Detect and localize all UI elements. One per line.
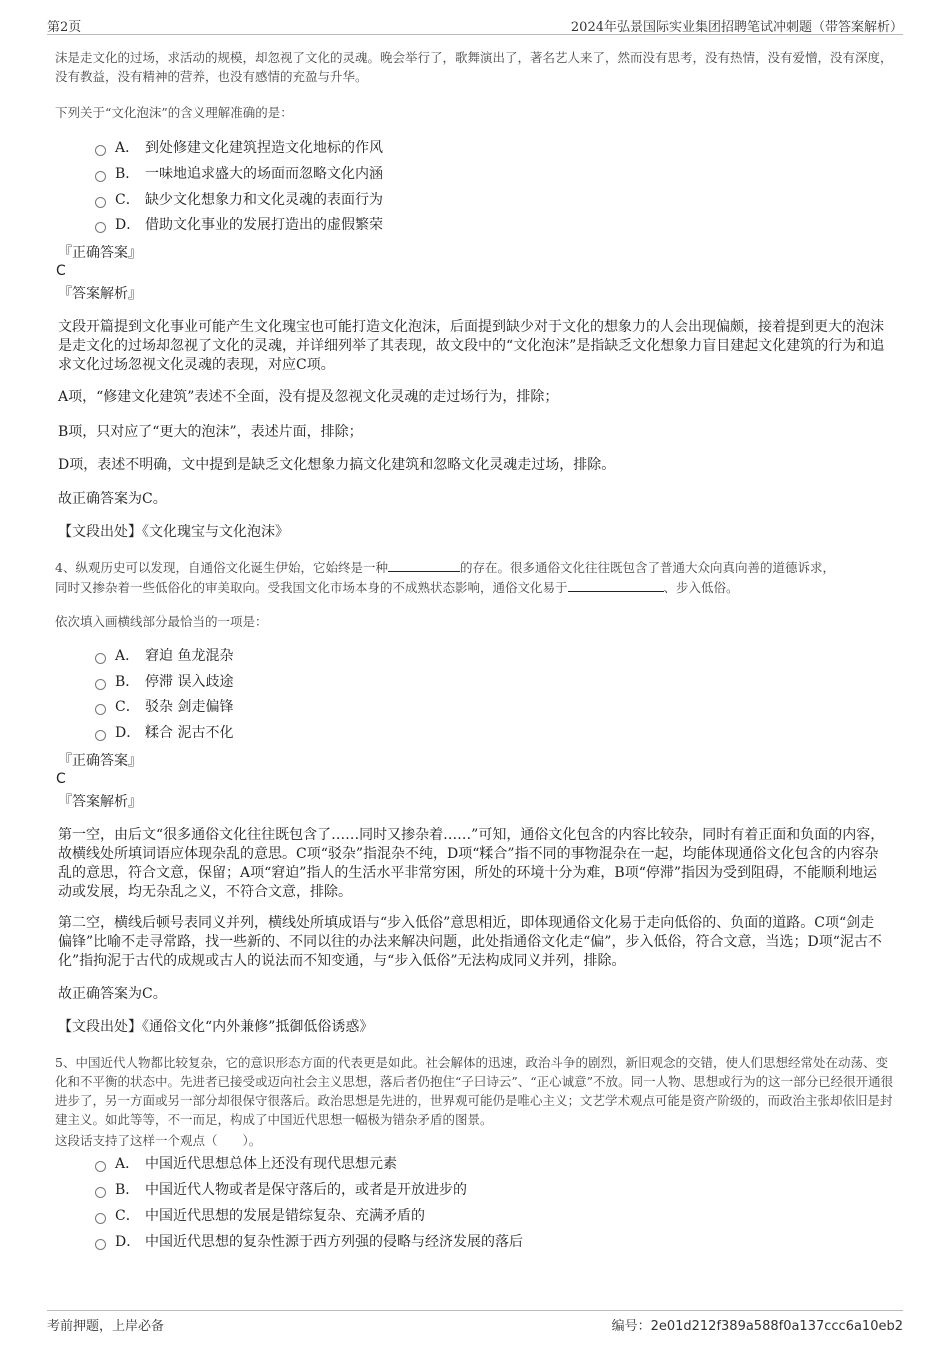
q4-blank-2 [568,578,664,592]
q4-option-d[interactable]: D． 糅合 泥古不化 [95,723,233,743]
radio-icon[interactable] [95,145,106,156]
radio-icon[interactable] [95,1161,106,1172]
q4-analysis-blank1: 第一空，由后文“很多通俗文化往往既包含了……同时又掺杂着……”可知，通俗文化包含的内容比较杂，同时有着正面和负面的内容，故横线处所填词语应体现杂乱的意思。C项“驳杂”指混杂不纯，D项“糅合”指不同的事物混杂在一起，均能体现通俗文化包含的内容杂乱的意思，符合文意，保留；A项“窘迫”指人的生活水平非常穷困，所处的环境十分为难，B项“停滞”指因为受到阻碍，不能顺利地运动或发展，均无杂乱之义，不符合文意，排除。 [58,827,885,900]
q4-conclusion: 故正确答案为C。 [58,986,167,1002]
q3-passage: 沫是走文化的过场，求活动的规模，却忽视了文化的灵魂。晚会举行了，歌舞演出了，著名艺人来了，然而没有思考，没有热情，没有爱憎，没有深度，没有教益，没有精神的营养，也没有感情的充盈与升华。 [55,50,893,84]
q3-source: 【文段出处】《文化瑰宝与文化泡沫》 [58,524,289,540]
q5-stem: 这段话支持了这样一个观点（ ）。 [55,1133,262,1148]
q3-analysis-b: B项，只对应了“更大的泡沫”，表述片面，排除； [58,424,363,440]
q5-option-b[interactable]: B． 中国近代人物或者是保守落后的，或者是开放进步的 [95,1180,467,1200]
footer-slogan: 考前押题，上岸必备 [47,1319,165,1334]
q4-option-c[interactable]: C． 驳杂 剑走偏锋 [95,697,233,717]
q3-analysis-a: A项，“修建文化建筑”表述不全面，没有提及忽视文化灵魂的走过场行为，排除； [58,389,559,405]
page-footer [47,1310,903,1333]
page-header [47,14,903,35]
q4-analysis-blank2: 第二空，横线后顿号表同义并列，横线处所填成语与“步入低俗”意思相近，即体现通俗文化易于走向低俗的、负面的道路。C项“剑走偏锋”比喻不走寻常路，找一些新的、不同以往的办法来解决问题，此处指通俗文化走“偏”，步入低俗，符合文意，当选；D项“泥古不化”指拘泥于古代的成规或古人的说法而不知变通，与“步入低俗”无法构成同义并列，排除。 [58,915,882,969]
q3-stem: 下列关于“文化泡沫”的含义理解准确的是： [55,105,293,120]
q4-answer-label: 『正确答案』 [58,753,142,769]
q5-option-d[interactable]: D． 中国近代思想的复杂性源于西方列强的侵略与经济发展的落后 [95,1232,523,1252]
q4-source: 【文段出处】《通俗文化“内外兼修”抵御低俗诱惑》 [58,1019,374,1035]
q3-option-b[interactable]: B． 一味地追求盛大的场面而忽略文化内涵 [95,164,383,184]
q5-option-a[interactable]: A． 中国近代思想总体上还没有现代思想元素 [95,1154,397,1174]
q4-blank-1 [388,558,460,572]
radio-icon[interactable] [95,1213,106,1224]
document-id-code: 2e01d212f389a588f0a137ccc6a10eb2 [650,1319,903,1334]
q4-passage-line2: 同时又掺杂着一些低俗化的审美取向。受我国文化市场本身的不成熟状态影响，通俗文化易于 、步入低俗。 [55,580,739,595]
radio-icon[interactable] [95,679,106,690]
page-number: 第2页 [47,20,82,35]
radio-icon[interactable] [95,1187,106,1198]
q5-option-c[interactable]: C． 中国近代思想的发展是错综复杂、充满矛盾的 [95,1206,425,1226]
q5-passage: 5、中国近代人物都比较复杂，它的意识形态方面的代表更是如此。社会解体的迅速，政治斗争的剧烈，新旧观念的交错，使人们思想经常处在动荡、变化和不平衡的状态中。先进者已接受或迈向社会主义思想，落后者仍抱住“子曰诗云”、“正心诚意”不放。同一人物、思想或行为的这一部分已经很开通很进步了，另一方面或另一部分却很保守很落后。政治思想是先进的，世界观可能仍是唯心主义；文艺学术观点可能是资产阶级的，而政治主张却依旧是封建主义。如此等等，不一而足，构成了中国近代思想一幅极为错杂矛盾的图景。 [55,1055,894,1127]
q3-option-c[interactable]: C． 缺少文化想象力和文化灵魂的表面行为 [95,190,383,210]
q4-answer: C [56,771,66,787]
document-id: 编号：2e01d212f389a588f0a137ccc6a10eb2 [611,1319,903,1334]
radio-icon[interactable] [95,704,106,715]
document-title: 2024年弘景国际实业集团招聘笔试冲刺题（带答案解析） [570,20,903,35]
q3-analysis-label: 『答案解析』 [58,286,142,302]
q4-passage-line1: 4、纵观历史可以发现，自通俗文化诞生伊始，它始终是一种 的存在。很多通俗文化往往既包含了普通大众向真向善的道德诉求， [55,560,835,575]
q3-answer-label: 『正确答案』 [58,245,142,261]
radio-icon[interactable] [95,222,106,233]
q3-analysis-main: 文段开篇提到文化事业可能产生文化瑰宝也可能打造文化泡沫，后面提到缺少对于文化的想象力的人会出现偏颇，接着提到更大的泡沫是走文化的过场却忽视了文化的灵魂，并详细列举了其表现，故文段中的“文化泡沫”是指缺乏文化想象力盲目建起文化建筑的行为和追求文化过场忽视文化灵魂的表现，对应C项。 [58,319,885,373]
radio-icon[interactable] [95,197,106,208]
radio-icon[interactable] [95,1239,106,1250]
q4-analysis-label: 『答案解析』 [58,794,142,810]
q3-conclusion: 故正确答案为C。 [58,491,167,507]
q3-option-d[interactable]: D． 借助文化事业的发展打造出的虚假繁荣 [95,215,383,235]
q3-option-a[interactable]: A． 到处修建文化建筑捏造文化地标的作风 [95,138,383,158]
radio-icon[interactable] [95,730,106,741]
radio-icon[interactable] [95,171,106,182]
radio-icon[interactable] [95,653,106,664]
q3-answer: C [56,263,66,279]
q3-analysis-d: D项，表述不明确，文中提到是缺乏文化想象力搞文化建筑和忽略文化灵魂走过场，排除。 [58,457,616,473]
q4-option-b[interactable]: B． 停滞 误入歧途 [95,672,233,692]
q4-stem: 依次填入画横线部分最恰当的一项是： [55,614,268,629]
q4-option-a[interactable]: A． 窘迫 鱼龙混杂 [95,646,233,666]
